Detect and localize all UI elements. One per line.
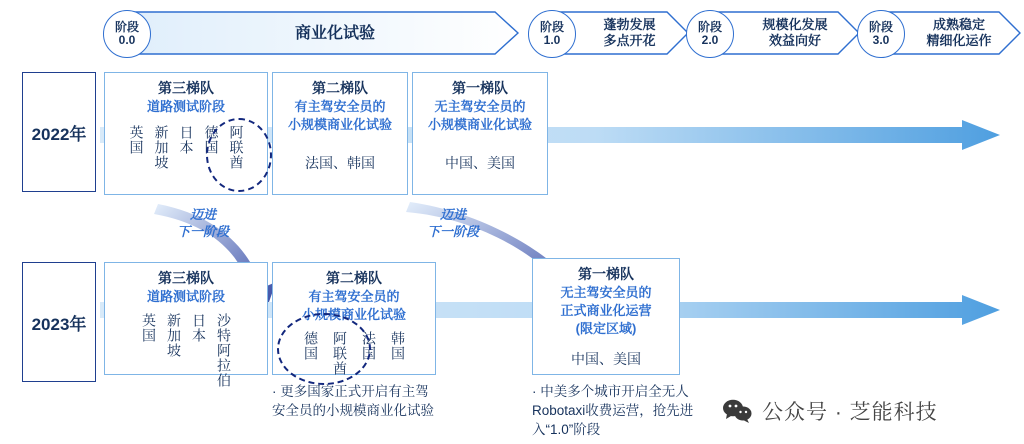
card-2023-tier1-subtitle1: 无主驾安全员的 bbox=[560, 285, 652, 300]
transition-label-right-line2: 下一阶段 bbox=[426, 224, 479, 239]
card-2022-tier1 bbox=[412, 72, 548, 195]
card-2023-tier1-title: 第一梯队 bbox=[578, 266, 634, 282]
phase-label-1-line1: 蓬勃发展 bbox=[603, 17, 656, 32]
transition-label-right-line1: 迈进 bbox=[439, 207, 466, 222]
phase-label-3-line1: 成熟稳定 bbox=[932, 17, 985, 32]
card-2022-tier1-title: 第一梯队 bbox=[452, 80, 508, 96]
card-2023-tier2-title: 第二梯队 bbox=[326, 270, 382, 286]
card-2023-tier1-subtitle2: 正式商业化运营 bbox=[560, 303, 652, 318]
phase-circle-2-top: 阶段 bbox=[697, 20, 722, 34]
card-2023-tier1 bbox=[532, 258, 680, 375]
phase-circle-2-bottom: 2.0 bbox=[701, 33, 719, 47]
card-2022-tier2-countries: 法国、韩国 bbox=[305, 155, 375, 171]
phase-circle-0 bbox=[103, 10, 151, 58]
card-2023-tier3-subtitle: 道路测试阶段 bbox=[146, 289, 225, 304]
year-label-2022: 2022年 bbox=[22, 72, 96, 192]
phase-circle-3-bottom: 3.0 bbox=[872, 33, 890, 47]
phase-circle-0-top: 阶段 bbox=[114, 20, 139, 34]
transition-label-left-line1: 迈进 bbox=[189, 207, 216, 222]
card-2023-tier3-country-1: 新加坡 bbox=[166, 313, 182, 358]
phase-label-2-line2: 效益向好 bbox=[768, 33, 821, 48]
card-2022-tier1-countries: 中国、美国 bbox=[445, 155, 515, 171]
card-2023-tier3-title: 第三梯队 bbox=[158, 270, 214, 286]
note-left: · 更多国家正式开启有主驾安全员的小规模商业化试验 bbox=[272, 384, 434, 418]
phase-circle-1-top: 阶段 bbox=[539, 20, 564, 34]
wechat-icon bbox=[722, 398, 752, 424]
card-2022-tier3-title: 第三梯队 bbox=[158, 80, 214, 96]
phase-label-1-line2: 多点开花 bbox=[603, 33, 656, 48]
phase-circle-2 bbox=[686, 10, 734, 58]
transition-label-left bbox=[158, 206, 248, 240]
card-2022-tier3-country-1: 新加坡 bbox=[153, 125, 170, 170]
card-2022-tier2 bbox=[272, 72, 408, 195]
card-2023-tier1-subtitle3: (限定区域) bbox=[575, 321, 637, 336]
transition-label-right bbox=[408, 206, 498, 240]
phase-label-0: 商业化试验 bbox=[294, 24, 375, 42]
card-2022-tier2-title: 第二梯队 bbox=[312, 80, 368, 96]
card-2022-tier3-country-3: 德国 bbox=[203, 125, 220, 155]
phase-circle-1-bottom: 1.0 bbox=[543, 33, 561, 47]
card-2023-tier3-country-2: 日本 bbox=[191, 313, 207, 343]
card-2023-tier2-subtitle1: 有主驾安全员的 bbox=[308, 289, 400, 304]
phase-label-3 bbox=[926, 17, 991, 49]
phase-label-2 bbox=[762, 17, 827, 49]
card-2022-tier3-country-4: 阿联酋 bbox=[228, 125, 245, 170]
card-2023-tier2-subtitle2: 小规模商业化试验 bbox=[301, 307, 406, 322]
note-right: · 中美多个城市开启全无人Robotaxi收费运营，抢先进入“1.0”阶段 bbox=[532, 384, 694, 437]
card-2023-tier1-countries: 中国、美国 bbox=[571, 351, 641, 367]
card-2023-tier2-country-0: 德国 bbox=[303, 331, 319, 361]
year-label-2023: 2023年 bbox=[22, 262, 96, 382]
phase-circle-3 bbox=[857, 10, 905, 58]
phase-circle-3-top: 阶段 bbox=[868, 20, 893, 34]
card-2023-tier2-country-2: 法国 bbox=[361, 331, 377, 361]
phase-label-1 bbox=[603, 17, 655, 49]
phase-circle-1 bbox=[528, 10, 576, 58]
phase-chevron-0 bbox=[120, 10, 520, 56]
phase-circle-0-bottom: 0.0 bbox=[118, 33, 136, 47]
highlight-ellipse-2022 bbox=[203, 118, 272, 192]
card-2023-tier3-country-0: 英国 bbox=[141, 313, 157, 343]
phase-bar bbox=[0, 6, 1024, 62]
card-2022-tier1-subtitle1: 无主驾安全员的 bbox=[434, 99, 526, 114]
card-2023-tier2-country-1: 阿联酋 bbox=[332, 331, 348, 376]
card-2022-tier3-country-2: 日本 bbox=[178, 125, 195, 155]
phase-label-2-line1: 规模化发展 bbox=[762, 17, 828, 32]
card-2022-tier2-subtitle2: 小规模商业化试验 bbox=[287, 117, 392, 132]
phase-label-3-line2: 精细化运作 bbox=[926, 33, 992, 48]
card-2022-tier1-subtitle2: 小规模商业化试验 bbox=[427, 117, 532, 132]
watermark-text: 公众号 · 芝能科技 bbox=[762, 401, 938, 424]
card-2022-tier3-country-0: 英国 bbox=[128, 125, 145, 155]
card-2022-tier2-subtitle1: 有主驾安全员的 bbox=[294, 99, 386, 114]
card-2023-tier3 bbox=[104, 262, 268, 388]
card-2022-tier3-subtitle: 道路测试阶段 bbox=[146, 99, 225, 114]
highlight-ellipse-2023 bbox=[277, 313, 371, 385]
watermark bbox=[722, 396, 938, 426]
transition-label-left-line2: 下一阶段 bbox=[176, 224, 229, 239]
card-2023-tier3-country-3: 沙特阿拉伯 bbox=[216, 313, 232, 388]
card-2023-tier2-country-3: 韩国 bbox=[390, 331, 406, 361]
